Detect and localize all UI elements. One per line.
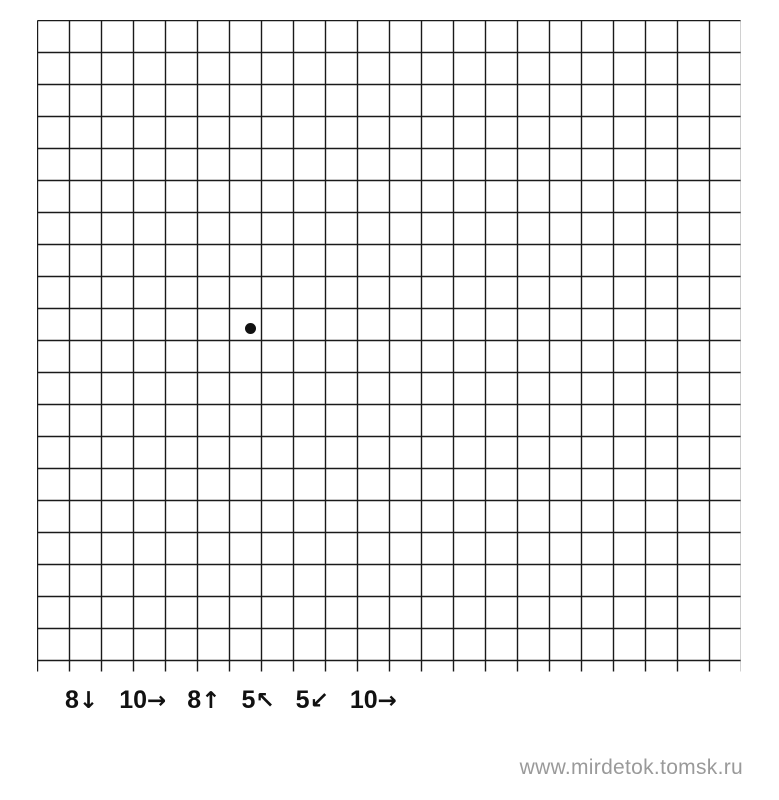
step-count: 10 xyxy=(349,685,378,714)
instruction-step xyxy=(65,686,98,715)
step-arrow-icon: ↑ xyxy=(201,687,221,714)
step-count: 5 xyxy=(295,685,310,714)
start-point-dot xyxy=(245,323,256,334)
step-arrow-icon: ↓ xyxy=(78,687,99,714)
instruction-step xyxy=(187,686,220,715)
grid-lines xyxy=(37,20,741,672)
instruction-step xyxy=(119,686,166,715)
site-watermark: www.mirdetok.tomsk.ru xyxy=(519,756,743,779)
instruction-step xyxy=(296,686,329,715)
step-count: 8 xyxy=(65,685,79,714)
instruction-step xyxy=(241,686,274,715)
instruction-row xyxy=(37,682,741,718)
step-count: 8 xyxy=(187,685,202,714)
step-arrow-icon: → xyxy=(147,687,167,714)
step-arrow-icon: ↖ xyxy=(255,687,275,714)
instruction-step xyxy=(350,686,397,715)
step-arrow-icon: ↙ xyxy=(309,687,329,714)
step-count: 10 xyxy=(119,685,147,714)
step-count: 5 xyxy=(241,685,256,714)
grid-area xyxy=(37,20,741,672)
step-arrow-icon: → xyxy=(377,687,397,714)
